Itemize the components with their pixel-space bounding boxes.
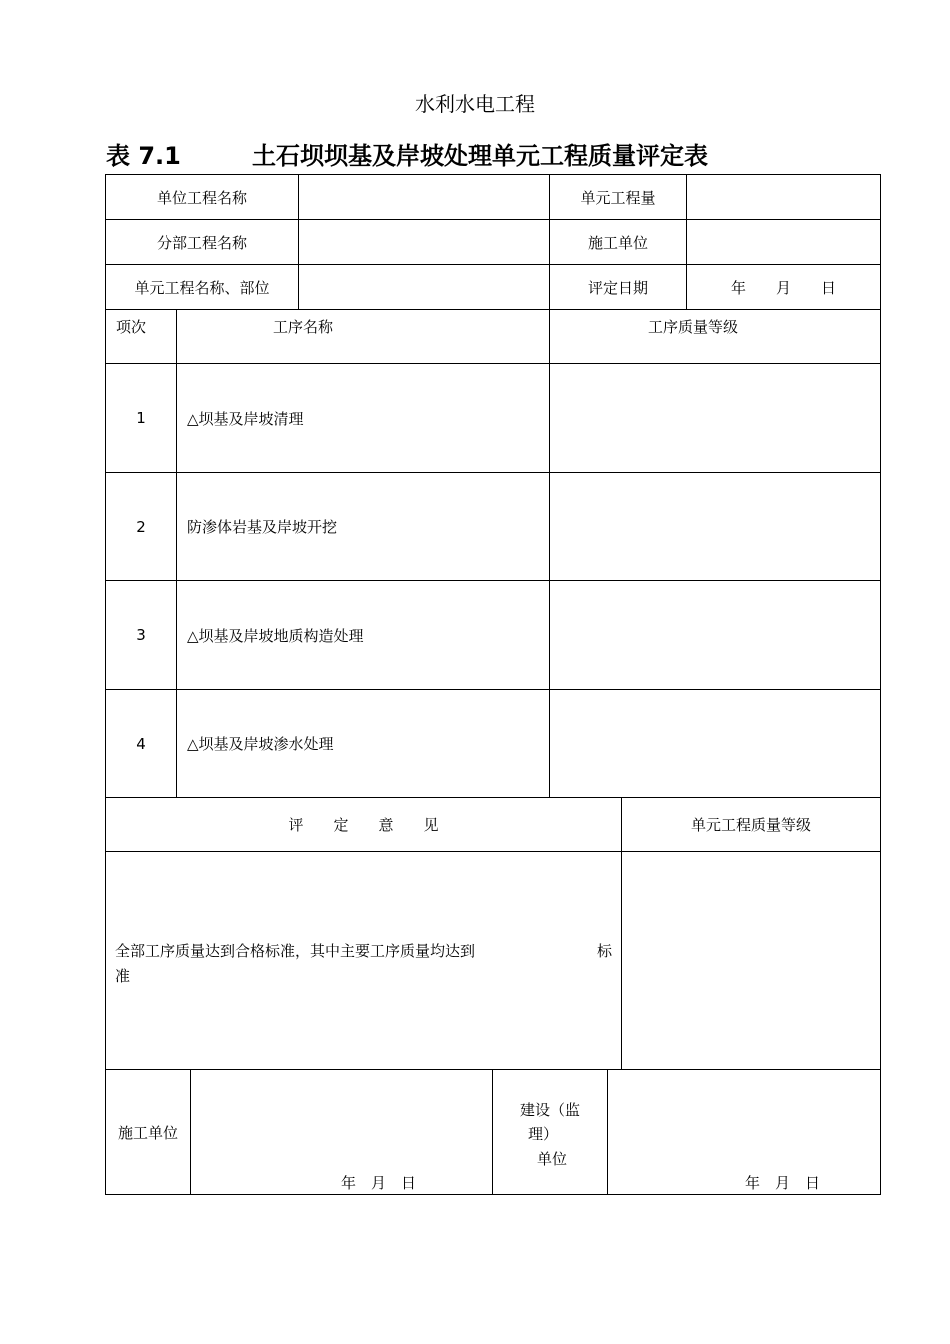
evaluation-opinion-line1: 全部工序质量达到合格标准，其中主要工序质量均达到 xyxy=(115,942,476,960)
process-row-3-no: 3 xyxy=(136,626,146,644)
supervision-label-line3: 单位 xyxy=(536,1150,567,1168)
construction-unit-sign-field[interactable] xyxy=(191,1070,492,1194)
form-title-text: 土石坝坝基及岸坡处理单元工程质量评定表 xyxy=(252,142,708,170)
project-line: 水利水电工程 xyxy=(415,92,535,116)
supervision-label-line2: 理） xyxy=(527,1125,558,1143)
form-title xyxy=(106,136,886,170)
element-quality-grade-field[interactable] xyxy=(622,852,880,1069)
process-row-4-grade[interactable] xyxy=(550,690,880,797)
division-project-name-label: 分部工程名称 xyxy=(156,233,247,252)
process-row-4-no: 4 xyxy=(136,734,146,753)
col-process-grade-header: 工序质量等级 xyxy=(647,318,738,336)
unit-quantity-label: 单元工程量 xyxy=(580,188,656,207)
construction-unit-label: 施工单位 xyxy=(587,233,648,252)
evaluation-opinion-label: 评 定 意 见 xyxy=(288,816,439,834)
element-quality-grade-label: 单元工程质量等级 xyxy=(690,816,811,834)
element-name-location-label: 单元工程名称、部位 xyxy=(134,278,270,297)
process-row-2-grade[interactable] xyxy=(550,473,880,580)
process-row-4-name: △坝基及岸坡渗水处理 xyxy=(187,735,334,753)
process-row-2-name: 防渗体岩基及岸坡开挖 xyxy=(187,518,338,536)
col-item-header: 项次 xyxy=(115,318,146,336)
supervision-label-line1: 建设（监 xyxy=(519,1101,580,1119)
construction-unit-sign-label: 施工单位 xyxy=(117,1123,178,1142)
supervision-unit-label xyxy=(493,1070,607,1194)
process-row-3-name: △坝基及岸坡地质构造处理 xyxy=(187,626,364,645)
form-number: 表 7.1 xyxy=(106,142,181,170)
evaluation-opinion-tail: 标 xyxy=(597,942,613,960)
unit-project-name-field[interactable] xyxy=(299,175,549,219)
process-row-1-no: 1 xyxy=(136,409,146,427)
supervision-sign-date: 年 月 日 xyxy=(745,1174,821,1192)
division-project-name-field[interactable] xyxy=(299,220,549,264)
process-row-1-grade[interactable] xyxy=(550,364,880,472)
unit-project-name-label: 单位工程名称 xyxy=(156,188,247,207)
construction-unit-field[interactable] xyxy=(687,220,880,264)
evaluation-date-label: 评定日期 xyxy=(587,278,648,297)
supervision-unit-sign-field[interactable] xyxy=(608,1070,880,1194)
process-row-1-name: △坝基及岸坡清理 xyxy=(187,409,304,428)
evaluation-date-field[interactable]: 年 月 日 xyxy=(730,278,836,297)
process-row-3-grade[interactable] xyxy=(550,581,880,689)
evaluation-opinion-line2: 准 xyxy=(115,967,131,985)
construction-sign-date: 年 月 日 xyxy=(341,1174,417,1192)
element-name-location-field[interactable] xyxy=(299,265,549,309)
evaluation-opinion-field[interactable] xyxy=(106,852,621,1069)
process-row-2-no: 2 xyxy=(136,517,146,536)
col-process-name-header: 工序名称 xyxy=(272,318,333,336)
unit-quantity-field[interactable] xyxy=(687,175,880,219)
